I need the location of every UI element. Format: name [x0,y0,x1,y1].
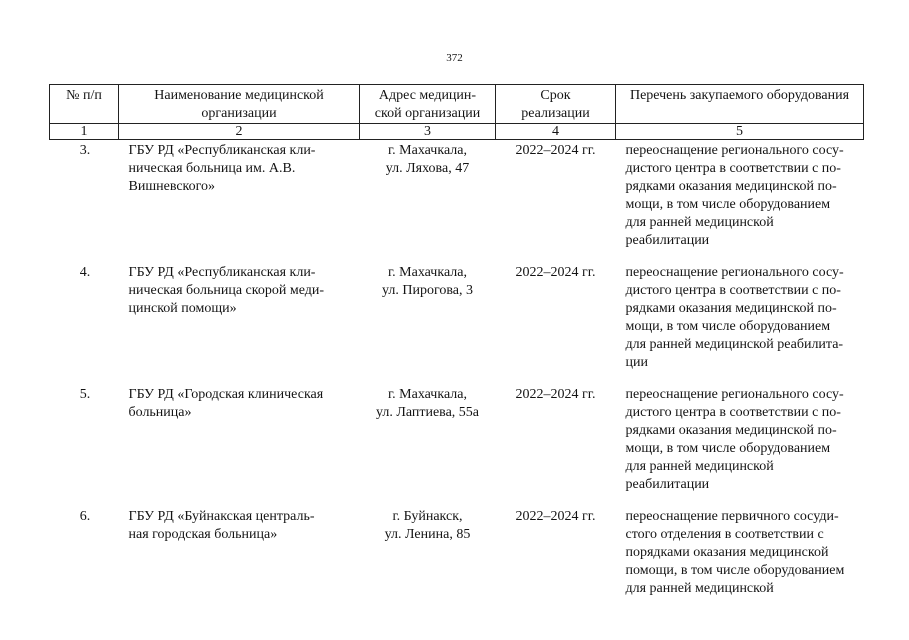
table-row [50,384,864,506]
column-number: 3 [360,124,496,140]
page-number: 372 [446,52,463,64]
header-address-line: ской организации [374,106,481,121]
header-address-line: Адрес медицин- [378,88,477,103]
text-line: ГБУ РД «Республиканская кли- [128,264,316,280]
implementation-term: 2022–2024 гг. [515,143,596,158]
text-line: переоснащение регионального сосу- [625,264,844,280]
text-line: ная городская больница» [128,526,278,542]
text-line: г. Махачкала, [388,386,467,402]
text-line: ул. Ляхова, 47 [385,161,470,176]
equipment-table [49,84,864,606]
text-line: порядками оказания медицинской [625,544,829,560]
header-row [50,85,864,124]
text-line: ции [625,354,648,370]
header-org-name [119,85,360,124]
text-line: ГБУ РД «Городская клиническая [128,386,324,402]
table-row [50,262,864,384]
text-line: дистого центра в соответствии с по- [625,161,841,176]
text-line: рядками оказания медицинской по- [625,179,837,194]
organization-address [360,140,496,262]
text-line: г. Махачкала, [388,143,467,158]
organization-address [360,506,496,606]
header-num: № п/п [50,85,119,124]
text-line: ул. Ленина, 85 [384,526,471,542]
text-line: реабилитации [625,476,710,492]
column-number: 1 [50,124,119,140]
table-row [50,140,864,262]
text-line: ул. Пирогова, 3 [381,282,473,298]
text-line: Вишневского» [128,179,216,194]
text-line: реабилитации [625,233,710,248]
text-line: для ранней медицинской [625,458,774,474]
header-org-name-line: организации [201,106,277,121]
column-number: 5 [616,124,864,140]
text-line: дистого центра в соответствии с по- [625,282,841,298]
organization-name [119,506,360,606]
organization-name [119,140,360,262]
organization-address [360,384,496,506]
row-number: 3. [79,143,91,158]
text-line: больница» [128,404,192,420]
text-line: цинской помощи» [128,300,237,316]
text-line: переоснащение регионального сосу- [625,386,844,402]
text-line: мощи, в том числе оборудованием [625,440,831,456]
table-row [50,506,864,606]
column-number: 2 [119,124,360,140]
text-line: переоснащение первичного сосуди- [625,508,839,524]
text-line: г. Буйнакск, [392,508,463,524]
text-line: рядками оказания медицинской по- [625,422,837,438]
text-line: дистого центра в соответствии с по- [625,404,841,420]
text-line: ническая больница им. А.В. [128,161,296,176]
text-line: для ранней медицинской [625,580,774,596]
text-line: ГБУ РД «Республиканская кли- [128,143,316,158]
equipment-list [616,140,864,262]
text-line: ническая больница скорой меди- [128,282,325,298]
organization-name [119,384,360,506]
column-number-row [50,124,864,140]
text-line: помощи, в том числе оборудованием [625,562,845,578]
text-line: для ранней медицинской [625,215,774,230]
text-line: переоснащение регионального сосу- [625,143,844,158]
column-number: 4 [496,124,616,140]
text-line: г. Махачкала, [388,264,467,280]
implementation-term: 2022–2024 гг. [515,508,596,524]
text-line: ул. Лаптиева, 55а [375,404,480,420]
header-term [496,85,616,124]
header-org-name-line: Наименование медицинской [154,88,324,103]
row-number: 5. [79,386,91,402]
header-term-line: реализации [521,106,590,121]
text-line: стого отделения в соответствии с [625,526,824,542]
text-line: мощи, в том числе оборудованием [625,197,831,212]
text-line: для ранней медицинской реабилита- [625,336,844,352]
row-number: 6. [79,508,91,524]
text-line: рядками оказания медицинской по- [625,300,837,316]
row-number: 4. [79,264,91,280]
equipment-list [616,262,864,384]
organization-address [360,262,496,384]
equipment-list [616,384,864,506]
header-term-line: Срок [540,88,571,103]
implementation-term: 2022–2024 гг. [515,264,596,280]
implementation-term: 2022–2024 гг. [515,386,596,402]
text-line: ГБУ РД «Буйнакская централь- [128,508,315,524]
header-equipment: Перечень закупаемого оборудования [616,85,864,124]
header-address [360,85,496,124]
organization-name [119,262,360,384]
equipment-list [616,506,864,606]
text-line: мощи, в том числе оборудованием [625,318,831,334]
